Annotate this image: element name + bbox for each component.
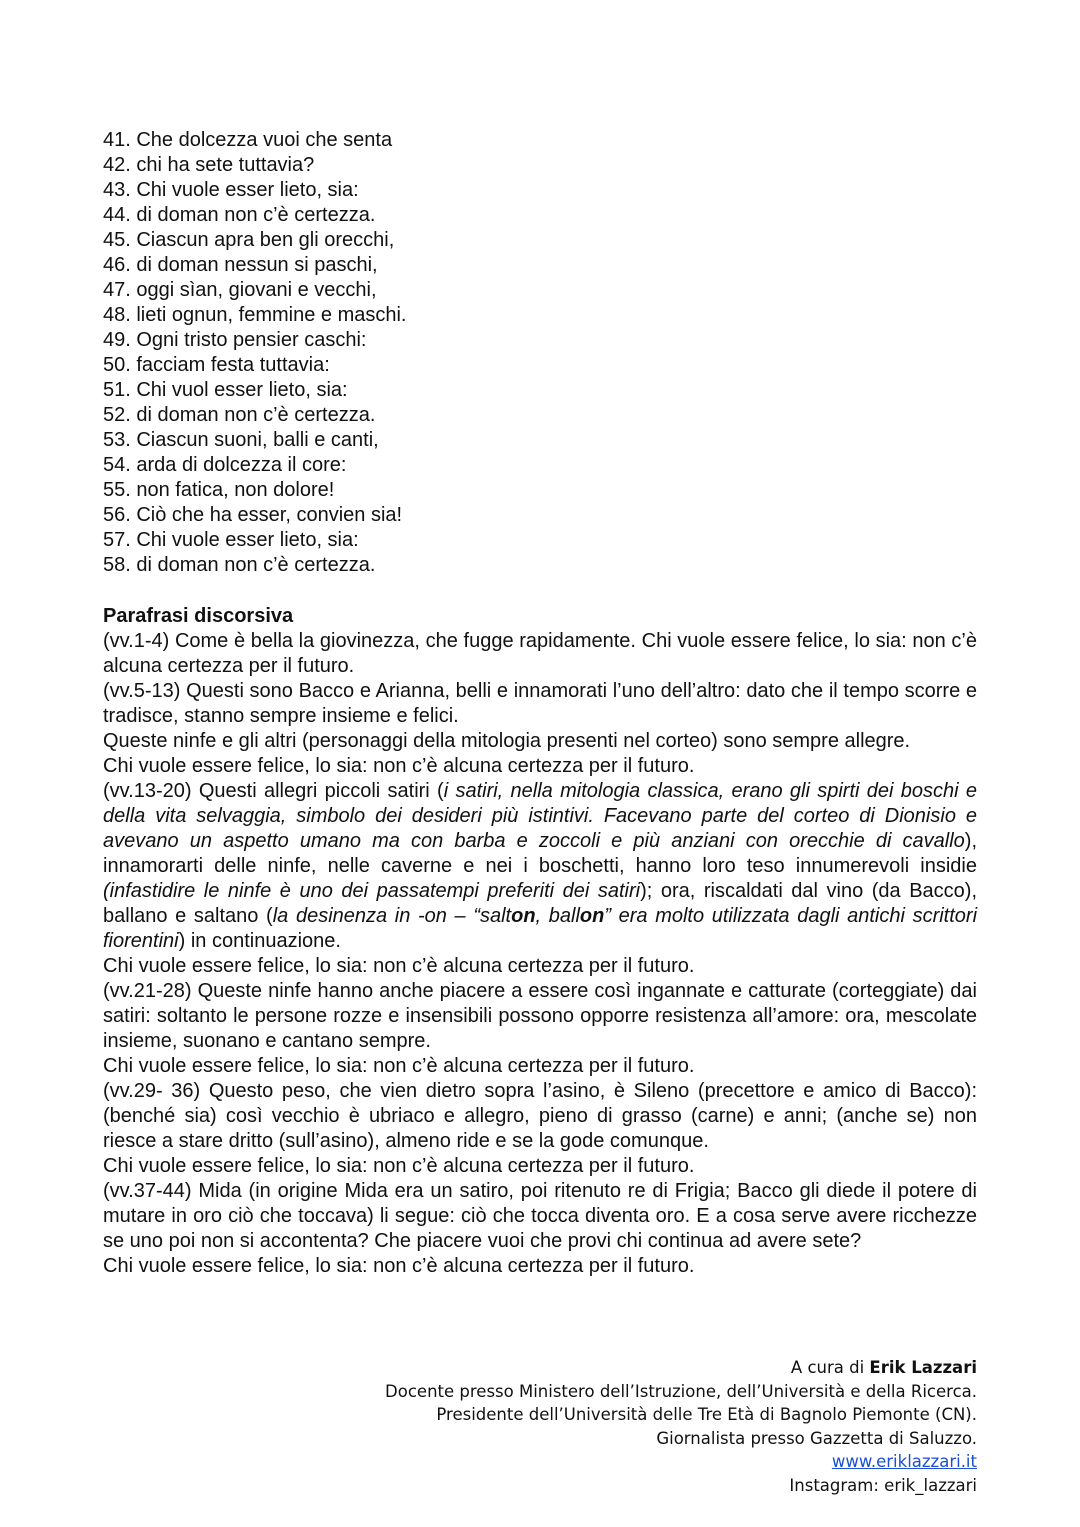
verse-line: 44. di doman non c’è certezza. bbox=[103, 204, 376, 226]
verse-line: 41. Che dolcezza vuoi che senta bbox=[103, 129, 393, 151]
refrain-line: Chi vuole essere felice, lo sia: non c’è alcuna certezza per il futuro. bbox=[103, 1255, 695, 1277]
website-link[interactable]: www.eriklazzari.it bbox=[831, 1452, 977, 1471]
verse-line: 49. Ogni tristo pensier caschi: bbox=[103, 329, 367, 351]
instagram-handle: Instagram: erik_lazzari bbox=[789, 1475, 977, 1495]
verse-line: 58. di doman non c’è certezza. bbox=[103, 554, 376, 576]
paragraph-vv37-44: (vv.37-44) Mida (in origine Mida era un satiro, poi ritenuto re di Frigia; Bacco gli diede il potere di mutare in oro ciò che toccava) li segue: ciò che tocca diventa oro. E a cosa serve avere ricchezze se uno poi non si accontenta? Che piacere vuoi che provi chi continua ad avere sete? bbox=[103, 1180, 977, 1252]
refrain-line: Chi vuole essere felice, lo sia: non c’è alcuna certezza per il futuro. bbox=[103, 1155, 695, 1177]
verse-line: 43. Chi vuole esser lieto, sia: bbox=[103, 179, 359, 201]
curated-by-label: A cura di bbox=[790, 1358, 870, 1377]
paragraph-vv1-4: (vv.1-4) Come è bella la giovinezza, che fugge rapidamente. Chi vuole essere felice, lo sia: non c’è alcuna certezza per il futuro. bbox=[103, 630, 977, 677]
verse-line: 50. facciam festa tuttavia: bbox=[103, 354, 330, 376]
paragraph-text: ); ora, riscaldati dal vino (da Bacco), ballano e saltano ( bbox=[103, 880, 977, 927]
paragraph-vv5-13: (vv.5-13) Questi sono Bacco e Arianna, belli e innamorati l’uno dell’altro: dato che il tempo scorre e tradisce, stanno sempre insieme e felici. bbox=[103, 680, 977, 727]
verse-line: 55. non fatica, non dolore! bbox=[103, 479, 335, 501]
verse-line: 54. arda di dolcezza il core: bbox=[103, 454, 347, 476]
verse-line: 46. di doman nessun si paschi, bbox=[103, 254, 378, 276]
verse-line: 57. Chi vuole esser lieto, sia: bbox=[103, 529, 359, 551]
author-footer bbox=[385, 1356, 977, 1497]
verse-line: 52. di doman non c’è certezza. bbox=[103, 404, 376, 426]
verse-line: 51. Chi vuol esser lieto, sia: bbox=[103, 379, 348, 401]
curated-by-line bbox=[385, 1356, 977, 1380]
author-name: Erik Lazzari bbox=[869, 1358, 977, 1377]
bold-ending: on bbox=[511, 905, 536, 927]
refrain-line: Chi vuole essere felice, lo sia: non c’è alcuna certezza per il futuro. bbox=[103, 955, 695, 977]
verse-list bbox=[103, 128, 407, 578]
verse-line: 47. oggi sìan, giovani e vecchi, bbox=[103, 279, 377, 301]
paragraph-vv29-36: (vv.29- 36) Questo peso, che vien dietro sopra l’asino, è Sileno (precettore e amico di Bacco): (benché sia) così vecchio è ubriaco e allegro, pieno di grasso (carne) e anni; (anche se) non riesce a stare dritto (sull’asino), almeno ride e se la gode comunque. bbox=[103, 1080, 977, 1152]
verse-line: 45. Ciascun apra ben gli orecchi, bbox=[103, 229, 395, 251]
paragraph-ninfe: Queste ninfe e gli altri (personaggi della mitologia presenti nel corteo) sono sempre allegre. bbox=[103, 730, 911, 752]
parafrasi-section bbox=[103, 604, 977, 1279]
refrain-line: Chi vuole essere felice, lo sia: non c’è alcuna certezza per il futuro. bbox=[103, 1055, 695, 1077]
paragraph-text: ) in continuazione. bbox=[178, 930, 341, 952]
verse-line: 42. chi ha sete tuttavia? bbox=[103, 154, 315, 176]
verse-line: 56. Ciò che ha esser, convien sia! bbox=[103, 504, 403, 526]
paragraph-vv21-28: (vv.21-28) Queste ninfe hanno anche piacere a essere così ingannate e catturate (corteggiate) dai satiri: soltanto le persone rozze e insensibili possono opporre resistenza all’amore: ora, mescolate insieme, suonano e cantano sempre. bbox=[103, 980, 977, 1052]
paragraph-text: ), innamorarti delle ninfe, nelle caverne e nei i boschetti, hanno loro teso innumerevoli insidie bbox=[103, 830, 977, 877]
verse-line: 48. lieti ognun, femmine e maschi. bbox=[103, 304, 407, 326]
bold-ending: on bbox=[579, 905, 605, 927]
verse-line: 53. Ciascun suoni, balli e canti, bbox=[103, 429, 379, 451]
italic-note: i satiri, nella mitologia classica, erano gli spirti dei boschi e della vita selvaggia, simbolo dei desideri più istintivi. Facevano parte del corteo di Dionisio e avevano un aspetto umano ma con barba e zoccoli e più anziani con orecchie di cavallo bbox=[103, 780, 977, 852]
italic-text: , ball bbox=[535, 905, 580, 927]
italic-text: ” era molto utilizzata dagli antichi scrittori fiorentini bbox=[103, 905, 978, 952]
author-role-line: Presidente dell’Università delle Tre Età di Bagnolo Piemonte (CN). bbox=[436, 1405, 977, 1424]
paragraph-text: (vv.13-20) Questi allegri piccoli satiri ( bbox=[103, 780, 444, 802]
author-role-line: Docente presso Ministero dell’Istruzione, dell’Università e della Ricerca. bbox=[385, 1381, 977, 1401]
paragraph-vv13-20 bbox=[103, 779, 977, 954]
author-role-line: Giornalista presso Gazzetta di Saluzzo. bbox=[656, 1428, 977, 1448]
refrain-line: Chi vuole essere felice, lo sia: non c’è alcuna certezza per il futuro. bbox=[103, 755, 695, 777]
italic-note: (infastidire le ninfe è uno dei passatempi preferiti dei satiri bbox=[103, 880, 641, 902]
italic-text: la desinenza in -on – “salt bbox=[272, 905, 512, 927]
section-heading: Parafrasi discorsiva bbox=[103, 605, 294, 627]
